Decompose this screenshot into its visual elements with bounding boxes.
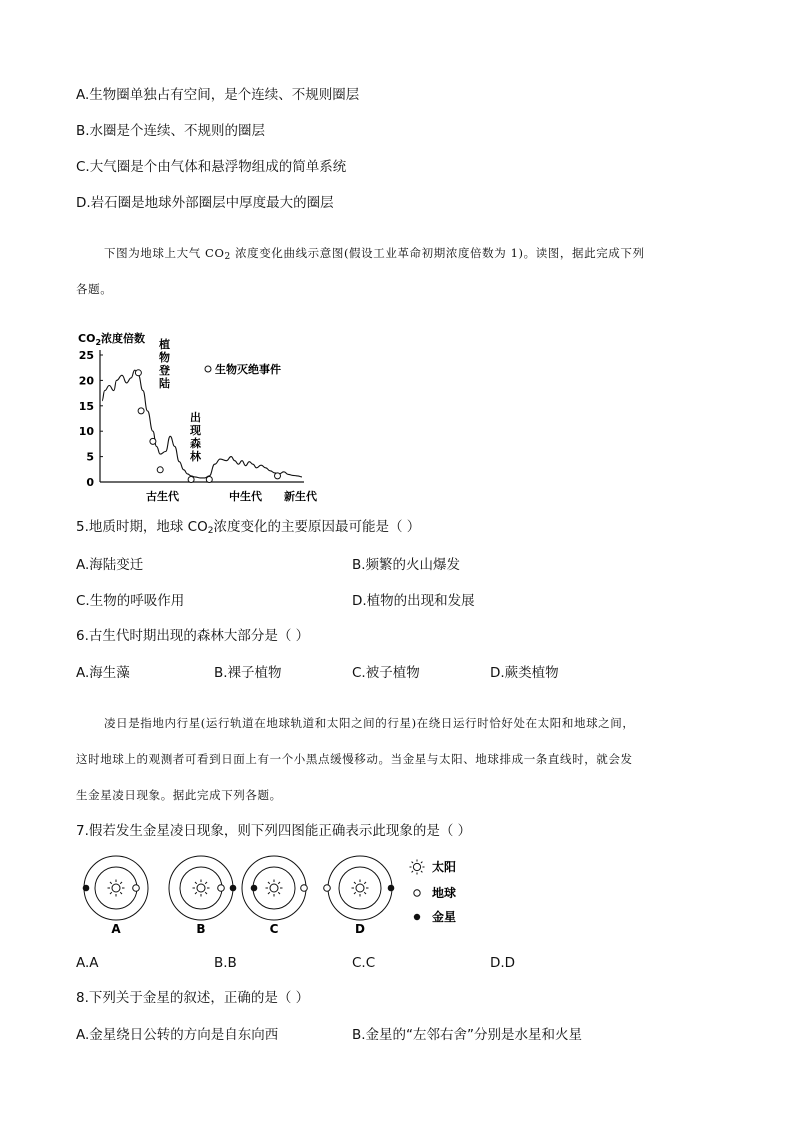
y-tick-label: 20 [78, 374, 94, 388]
extinction-event-point [206, 477, 212, 483]
venus-marker [83, 885, 90, 892]
svg-text:出: 出 [190, 411, 201, 424]
q8-option-b: B.金星的“左邻右舍”分别是水星和火星 [352, 1027, 583, 1043]
earth-icon [414, 890, 420, 896]
q8-option-a: A.金星绕日公转的方向是自东向西 [76, 1027, 279, 1043]
extinction-points [135, 370, 280, 483]
q5-stem-a: 5.地质时期，地球 CO [76, 519, 208, 535]
q6-option-d: D.蕨类植物 [490, 665, 559, 681]
earth-marker [301, 885, 308, 892]
orbit-diagram-d [324, 856, 395, 920]
svg-text:物: 物 [159, 351, 170, 364]
q6-option-b: B.裸子植物 [214, 665, 282, 681]
legend-earth-label: 地球 [432, 886, 457, 900]
q8-stem: 8.下列关于金星的叙述，正确的是（ ） [76, 990, 310, 1006]
sun-icon [193, 880, 210, 897]
venus-marker [388, 885, 395, 892]
q5-option-a: A.海陆变迁 [76, 557, 144, 573]
y-tick-label: 0 [86, 476, 94, 489]
intro2-line3: 生金星凌日现象。据此完成下列各题。 [76, 788, 282, 802]
annotation-forest [189, 410, 202, 463]
svg-text:现: 现 [190, 424, 201, 437]
y-tick-label: 25 [78, 349, 94, 362]
venus-marker [251, 885, 258, 892]
y-tick-label: 10 [78, 425, 94, 439]
legend-venus-label: 金星 [432, 910, 457, 924]
diagram-legend [410, 859, 457, 924]
intro1-subscript: 2 [224, 252, 231, 262]
q5-option-b: B.频繁的火山爆发 [352, 557, 461, 573]
diagram-labels [111, 922, 365, 936]
extinction-event-point [135, 370, 141, 376]
y-tick-label: 5 [86, 450, 94, 464]
q4-option-b: B.水圈是个连续、不规则的圈层 [76, 123, 266, 139]
x-label-mesozoic: 中生代 [229, 490, 262, 503]
q4-option-a: A.生物圈单独占有空间，是个连续、不规则圈层 [76, 87, 360, 103]
sun-icon [266, 880, 283, 897]
q4-option-d: D.岩石圈是地球外部圈层中厚度最大的圈层 [76, 195, 334, 211]
extinction-event-point [150, 438, 156, 444]
chart-ylabel: $CO_2$浓度倍数 [78, 332, 146, 347]
extinction-event-point [157, 467, 163, 473]
diagram-label-d: D [355, 922, 365, 936]
legend-extinction-label: 生物灭绝事件 [215, 363, 281, 376]
q6-stem: 6.古生代时期出现的森林大部分是（ ） [76, 628, 310, 644]
intro2-line1: 凌日是指地内行星(运行轨道在地球轨道和太阳之间的行星)在绕日运行时恰好处在太阳和地球之间， [104, 716, 635, 730]
legend-extinction-marker [205, 366, 211, 372]
q7-stem: 7.假若发生金星凌日现象，则下列四图能正确表示此现象的是（ ） [76, 823, 472, 839]
sun-icon [410, 860, 425, 875]
q5-subscript: 2 [207, 526, 214, 536]
venus-icon [414, 914, 420, 920]
q7-option-d: D.D [490, 955, 516, 971]
extinction-event-point [275, 473, 281, 479]
q6-option-c: C.被子植物 [352, 665, 420, 681]
q5-option-d: D.植物的出现和发展 [352, 593, 475, 609]
sun-icon [108, 880, 125, 897]
diagram-label-a: A [111, 922, 121, 936]
sun-icon [352, 880, 369, 897]
q5-stem [76, 518, 420, 540]
q4-option-c: C.大气圈是个由气体和悬浮物组成的简单系统 [76, 159, 347, 175]
intro1-text-b: 浓度变化曲线示意图(假设工业革命初期浓度倍数为 1)。读图，据此完成下列 [230, 246, 645, 260]
venus-transit-diagrams [72, 848, 472, 938]
intro1-line1 [104, 244, 754, 266]
venus-marker [230, 885, 237, 892]
annotation-plants-land [158, 337, 170, 390]
earth-marker [133, 885, 140, 892]
q5-option-c: C.生物的呼吸作用 [76, 593, 185, 609]
y-tick-label: 15 [78, 399, 94, 413]
orbit-diagram-c [242, 856, 307, 920]
svg-text:植: 植 [159, 338, 170, 351]
q7-option-b: B.B [214, 955, 237, 971]
extinction-event-point [188, 477, 194, 483]
co2-chart [72, 326, 332, 506]
q5-stem-b: 浓度变化的主要原因最可能是（ ） [213, 519, 421, 535]
q6-option-a: A.海生藻 [76, 665, 130, 681]
q7-option-a: A.A [76, 955, 99, 971]
orbit-diagram-a [83, 856, 148, 920]
svg-text:林: 林 [190, 450, 201, 463]
diagram-label-c: C [269, 922, 279, 936]
intro1-text-a: 下图为地球上大气 CO [104, 246, 225, 260]
diagram-label-b: B [196, 922, 206, 936]
svg-text:森: 森 [190, 437, 201, 450]
earth-marker [218, 885, 225, 892]
y-tick-labels [79, 349, 95, 489]
x-label-cenozoic: 新生代 [284, 490, 317, 503]
orbit-diagram-b [169, 856, 236, 920]
intro2-line2: 这时地球上的观测者可看到日面上有一个小黑点缓慢移动。当金星与太阳、地球排成一条直线时，就会发 [76, 752, 633, 766]
svg-text:陆: 陆 [159, 377, 170, 390]
co2-curve [102, 370, 302, 478]
svg-text:登: 登 [159, 364, 170, 377]
intro1-line2: 各题。 [76, 282, 113, 296]
x-label-paleozoic: 古生代 [146, 490, 179, 503]
extinction-event-point [138, 408, 144, 414]
q7-option-c: C.C [352, 955, 376, 971]
legend-sun-label: 太阳 [432, 860, 457, 874]
earth-marker [324, 885, 331, 892]
